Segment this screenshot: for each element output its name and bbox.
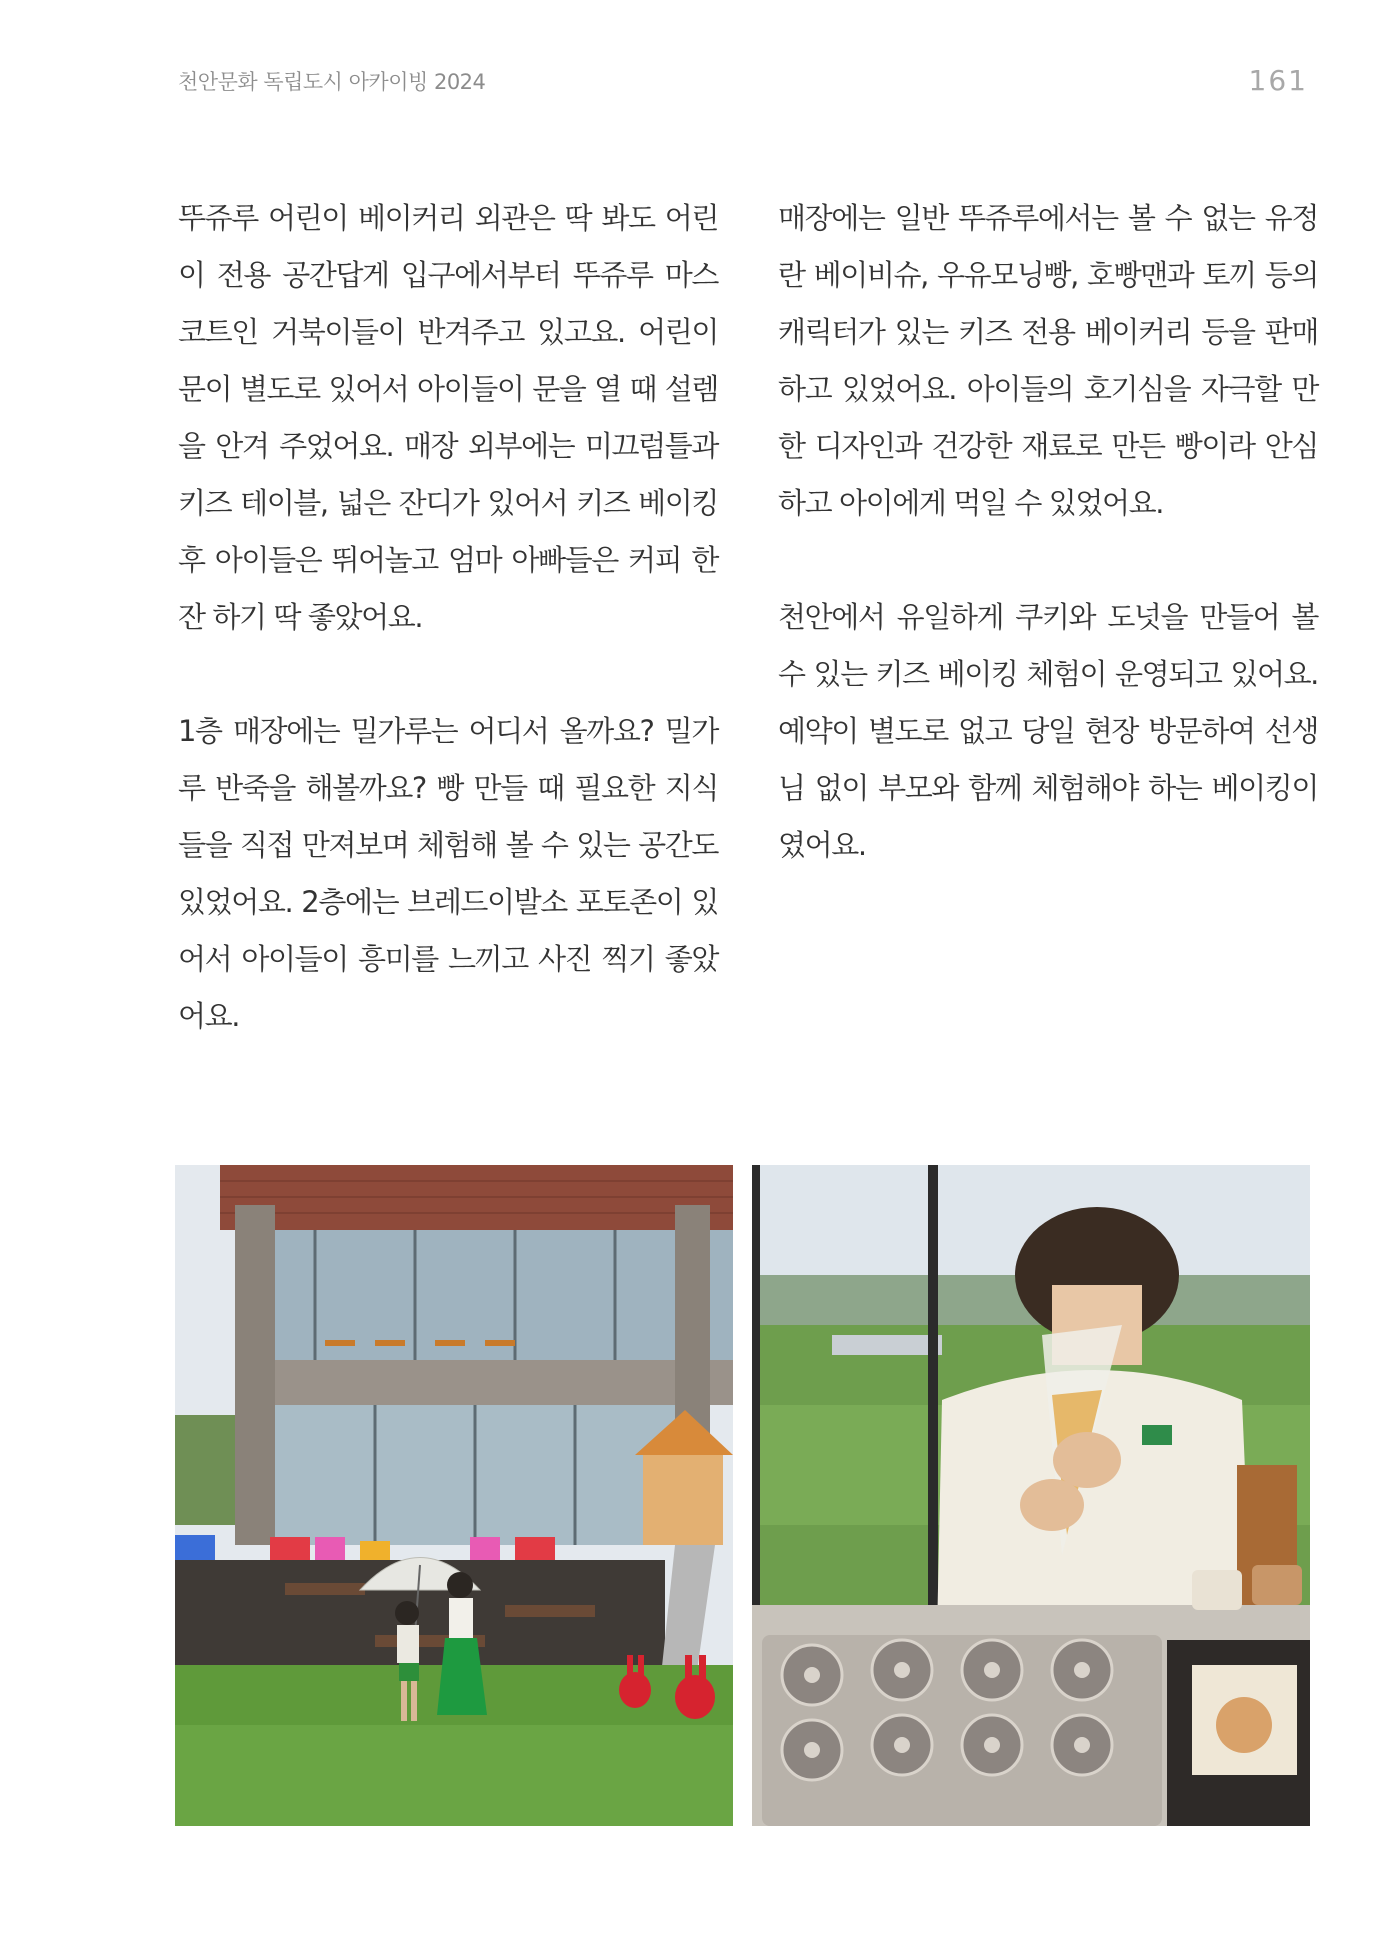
red-rabbit-2 [675,1675,715,1719]
distant-building [832,1335,942,1355]
left-paragraph-2: 1층 매장에는 밀가루는 어디서 올까요? 밀가루 반죽을 해볼까요? 빵 만들 때 필요한 지식들을 직접 만져보며 체험해 볼 수 있는 공간도 있었어요. 2층에는 브레드이발소 포토존이 있어서 아이들이 흥미를 느끼고 사진 찍기 좋았어요. [178,714,718,1033]
kids-baking-illustration [752,1165,1310,1826]
child [395,1601,419,1625]
right-text-column [778,190,1318,931]
topping-cup [1192,1570,1242,1610]
mother [447,1572,473,1598]
concrete-pillar-left [235,1205,275,1545]
left-text-column [178,190,718,1102]
left-paragraph-1: 뚜쥬루 어린이 베이커리 외관은 딱 봐도 어린이 전용 공간답게 입구에서부터 뚜쥬루 마스코트인 거북이들이 반겨주고 있고요. 어린이 문이 별도로 있어서 아이들이 문을 열 때 설렘을 안겨 주었어요. 매장 외부에는 미끄럼틀과 키즈 테이블, 넓은 잔디가 있어서 키즈 베이킹 후 아이들은 뛰어놀고 엄마 아빠들은 커피 한잔 하기 딱 좋았어요. [178,201,718,634]
header-title: 천안문화 독립도시 아카이빙 2024 [178,70,486,94]
red-rabbit-1 [619,1672,651,1708]
upper-glass-floor [235,1230,733,1360]
bakery-exterior-photo [175,1165,733,1826]
left-hand [1020,1479,1084,1531]
play-house [643,1455,723,1545]
shirt-logo [1142,1425,1172,1445]
page-number: 161 [1248,64,1308,97]
bakery-exterior-illustration [175,1165,733,1826]
concrete-slab [235,1360,733,1405]
right-paragraph-1: 매장에는 일반 뚜쥬루에서는 볼 수 없는 유정란 베이비슈, 우유모닝빵, 호빵맨과 토끼 등의 캐릭터가 있는 키즈 전용 베이커리 등을 판매하고 있었어요. 아이들의 호기심을 자극할 만한 디자인과 건강한 재료로 만든 빵이라 안심하고 아이에게 먹일 수 있었어요. [778,201,1318,520]
right-paragraph-2: 천안에서 유일하게 쿠키와 도넛을 만들어 볼 수 있는 키즈 베이킹 체험이 운영되고 있어요. 예약이 별도로 없고 당일 현장 방문하여 선생님 없이 부모와 함께 체험해야 하는 베이킹이였어요. [778,600,1318,862]
right-hand [1053,1432,1121,1488]
kids-baking-photo [752,1165,1310,1826]
